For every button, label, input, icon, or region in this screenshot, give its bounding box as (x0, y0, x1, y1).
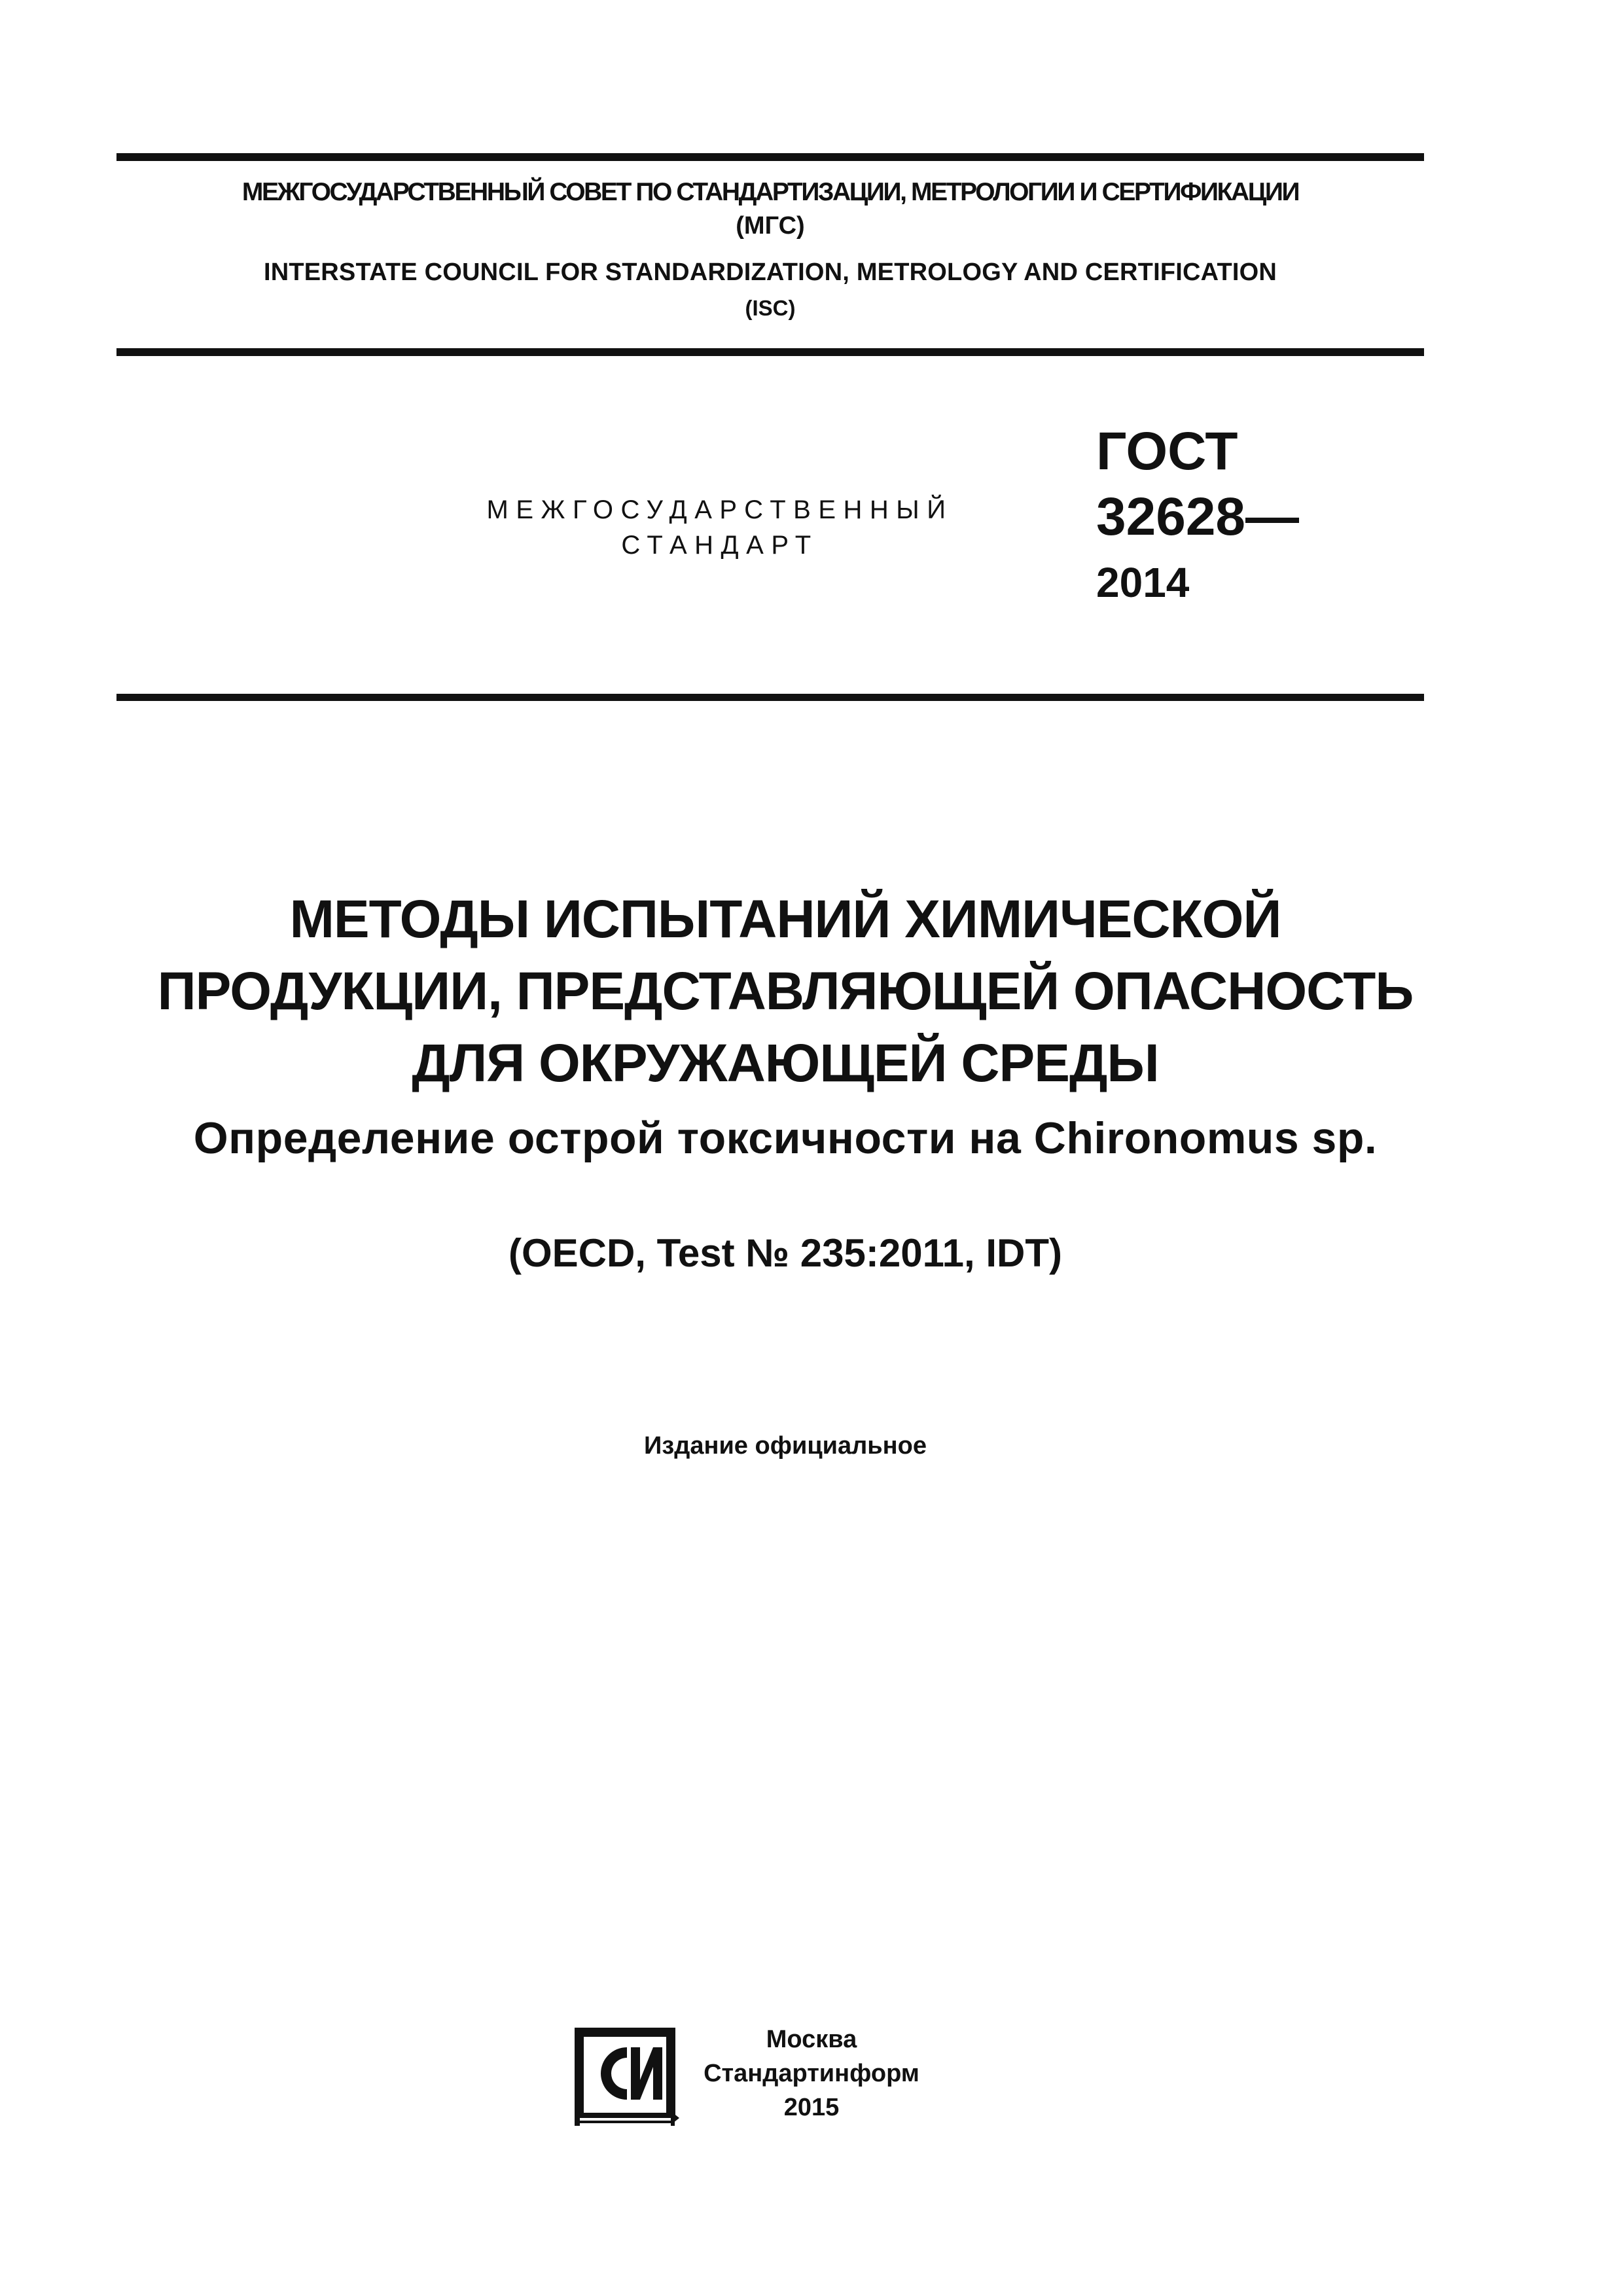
standard-kind (458, 492, 982, 563)
title-line-2: ПРОДУКЦИИ, ПРЕДСТАВЛЯЮЩЕЙ ОПАСНОСТЬ (157, 961, 1414, 1021)
gost-year: 2014 (1096, 559, 1190, 606)
designation-bottom-rule (116, 694, 1424, 701)
publisher-year: 2015 (783, 2094, 840, 2121)
publisher-name: Стандартинформ (704, 2060, 919, 2087)
document-title (65, 884, 1505, 1100)
edition-note: Издание официальное (644, 1432, 927, 1460)
document-subtitle: Определение острой токсичности на Chironomus sp. (193, 1113, 1378, 1163)
publisher-block (687, 2022, 936, 2125)
gost-prefix: ГОСТ (1096, 422, 1238, 481)
council-name-ru: МЕЖГОСУДАРСТВЕННЫЙ СОВЕТ ПО СТАНДАРТИЗАЦИИ, МЕТРОЛОГИИ И СЕРТИФИКАЦИИ (241, 178, 1299, 206)
gost-number: 32628— (1096, 487, 1300, 547)
council-abbr-ru: (МГС) (736, 212, 805, 240)
standartinform-logo-icon (575, 2028, 685, 2126)
publisher-city: Москва (766, 2026, 857, 2053)
title-line-1: МЕТОДЫ ИСПЫТАНИЙ ХИМИЧЕСКОЙ (289, 889, 1281, 949)
gost-designation (1096, 419, 1299, 615)
title-line-3: ДЛЯ ОКРУЖАЮЩЕЙ СРЕДЫ (412, 1033, 1159, 1093)
top-rule (116, 153, 1424, 161)
oecd-reference: (OECD, Test № 235:2011, IDT) (508, 1231, 1063, 1275)
header-bottom-rule (116, 348, 1424, 356)
standard-kind-line2: СТАНДАРТ (621, 531, 819, 560)
standard-kind-line1: МЕЖГОСУДАРСТВЕННЫЙ (486, 495, 954, 524)
council-abbr-en: (ISC) (745, 296, 796, 320)
council-name-en: INTERSTATE COUNCIL FOR STANDARDIZATION, METROLOGY AND CERTIFICATION (263, 259, 1277, 286)
